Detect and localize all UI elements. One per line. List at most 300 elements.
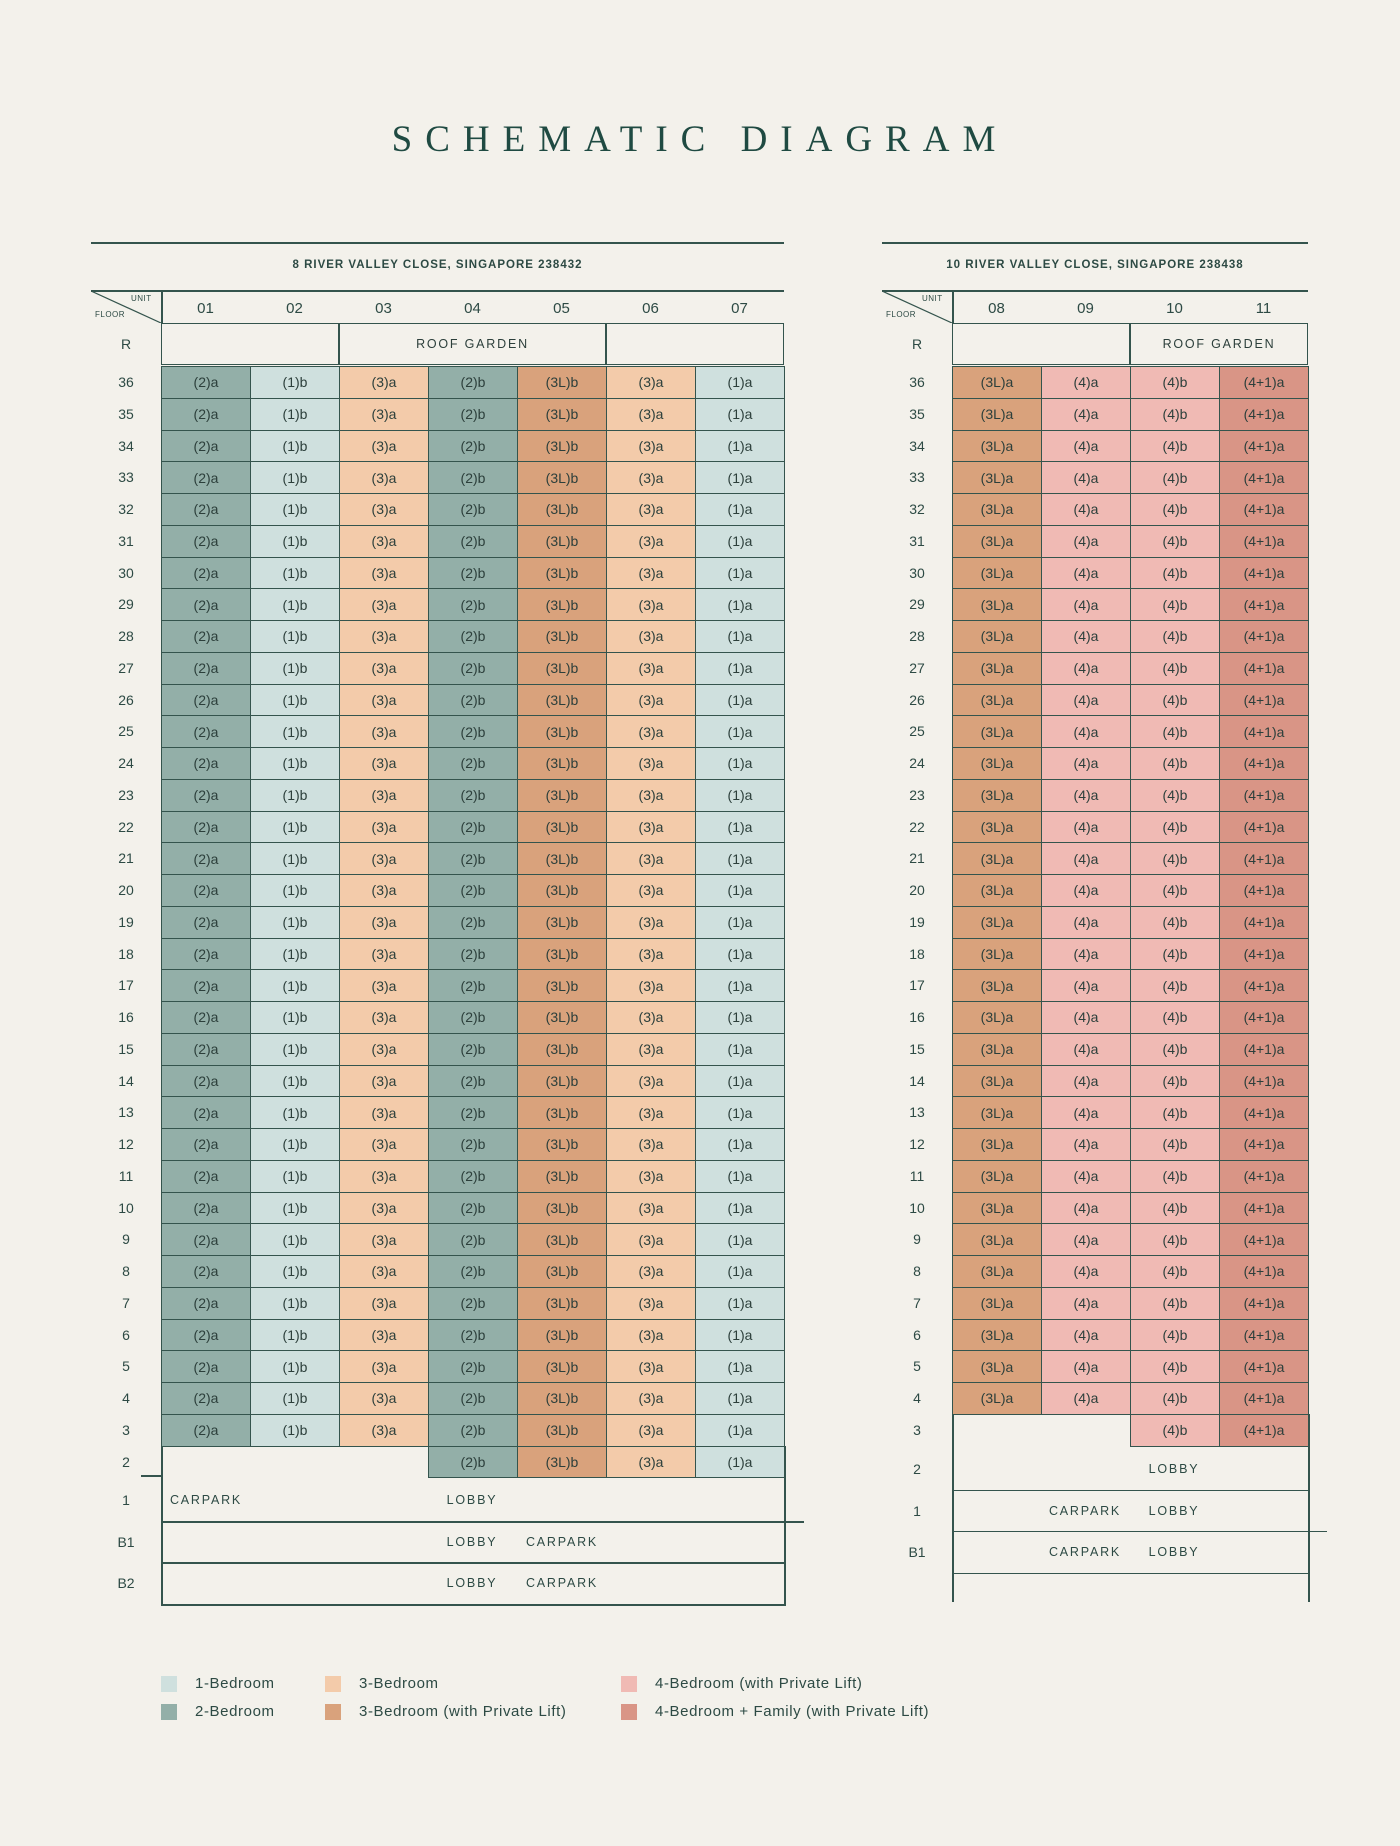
floor-label-33: 33 — [909, 469, 925, 486]
unit-cell: (4)b — [1130, 1414, 1220, 1447]
unit-cell: (3L)b — [517, 906, 607, 939]
floor-label-15: 15 — [909, 1040, 925, 1057]
unit-cell: (2)b — [428, 588, 518, 621]
unit-header-10: 10 — [1166, 300, 1183, 317]
unit-cell: (4)a — [1041, 588, 1131, 621]
unit-cell: (2)b — [428, 398, 518, 431]
block_b-roof-left — [952, 323, 1130, 365]
unit-cell: (2)a — [161, 1128, 251, 1161]
unit-cell: (2)b — [428, 1255, 518, 1288]
unit-cell: (1)a — [695, 525, 785, 558]
unit-cell: (4)b — [1130, 1350, 1220, 1383]
unit-cell: (3)a — [606, 652, 696, 685]
floor-label-23: 23 — [118, 786, 134, 803]
unit-cell: (4)a — [1041, 1287, 1131, 1320]
floor-label-6: 6 — [122, 1326, 130, 1343]
unit-cell: (2)a — [161, 715, 251, 748]
unit-cell: (4+1)a — [1219, 398, 1309, 431]
unit-cell: (3)a — [339, 620, 429, 653]
unit-cell: (2)b — [428, 779, 518, 812]
unit-cell: (3L)b — [517, 779, 607, 812]
floor-label-1: 1 — [122, 1492, 130, 1509]
legend-label: 4-Bedroom + Family (with Private Lift) — [655, 1703, 930, 1720]
unit-cell: (4)b — [1130, 652, 1220, 685]
unit-cell: (4+1)a — [1219, 493, 1309, 526]
legend-item — [161, 1703, 275, 1720]
unit-cell: (4)b — [1130, 588, 1220, 621]
unit-cell: (3)a — [606, 1001, 696, 1034]
unit-cell: (2)b — [428, 1223, 518, 1256]
unit-cell: (2)b — [428, 1192, 518, 1225]
block_a-top-rule — [91, 242, 784, 244]
unit-cell: (3)a — [339, 1033, 429, 1066]
unit-cell: (4)a — [1041, 842, 1131, 875]
unit-cell: (3)a — [339, 398, 429, 431]
unit-cell: (4)b — [1130, 842, 1220, 875]
unit-cell: (3L)b — [517, 493, 607, 526]
unit-cell: (3L)a — [952, 1223, 1042, 1256]
unit-cell: (2)b — [428, 1382, 518, 1415]
floor-label-14: 14 — [118, 1072, 134, 1089]
unit-cell: (4)a — [1041, 620, 1131, 653]
unit-cell: (3L)b — [517, 366, 607, 399]
legend-item — [325, 1703, 566, 1720]
block_a-roof-garden — [339, 323, 606, 365]
unit-header-09: 09 — [1077, 300, 1094, 317]
unit-cell: (4)a — [1041, 1255, 1131, 1288]
unit-cell: (3)a — [606, 1065, 696, 1098]
unit-cell: (1)b — [250, 398, 340, 431]
floor-label-10: 10 — [909, 1199, 925, 1216]
unit-cell: (4+1)a — [1219, 938, 1309, 971]
unit-cell: (2)a — [161, 620, 251, 653]
unit-cell: (1)a — [695, 715, 785, 748]
floor-label-19: 19 — [118, 913, 134, 930]
floor-label-10: 10 — [118, 1199, 134, 1216]
unit-cell: (4)a — [1041, 779, 1131, 812]
unit-cell: (3L)a — [952, 1319, 1042, 1352]
unit-cell: (2)b — [428, 874, 518, 907]
unit-cell: (1)a — [695, 1001, 785, 1034]
floor-label-B2: B2 — [117, 1575, 135, 1592]
unit-cell: (4)b — [1130, 874, 1220, 907]
unit-cell: (3)a — [606, 557, 696, 590]
unit-cell: (3)a — [606, 366, 696, 399]
unit-cell: (3)a — [339, 652, 429, 685]
block_a-lobby-b1: LOBBY — [446, 1535, 498, 1550]
unit-cell: (4)b — [1130, 715, 1220, 748]
unit-header-01: 01 — [197, 300, 214, 317]
unit-cell: (1)a — [695, 557, 785, 590]
unit-cell: (1)b — [250, 1223, 340, 1256]
unit-cell: (2)b — [428, 811, 518, 844]
unit-cell: (3L)b — [517, 1446, 607, 1479]
unit-cell: (1)a — [695, 461, 785, 494]
unit-cell: (3)a — [339, 811, 429, 844]
block_b-carpark-b1: CARPARK — [1048, 1544, 1122, 1559]
unit-cell: (1)a — [695, 969, 785, 1002]
unit-cell: (2)b — [428, 1065, 518, 1098]
unit-cell: (3L)b — [517, 430, 607, 463]
legend-swatch — [621, 1676, 637, 1692]
floor-label-35: 35 — [909, 405, 925, 422]
unit-cell: (3L)b — [517, 811, 607, 844]
unit-cell: (2)a — [161, 430, 251, 463]
unit-cell: (3L)a — [952, 842, 1042, 875]
unit-cell: (1)a — [695, 366, 785, 399]
unit-cell: (4+1)a — [1219, 557, 1309, 590]
unit-cell: (2)a — [161, 747, 251, 780]
unit-cell: (4+1)a — [1219, 874, 1309, 907]
unit-cell: (3L)a — [952, 906, 1042, 939]
unit-cell: (2)a — [161, 684, 251, 717]
unit-cell: (1)b — [250, 1160, 340, 1193]
unit-cell: (2)b — [428, 938, 518, 971]
unit-cell: (3)a — [339, 525, 429, 558]
unit-cell: (1)a — [695, 430, 785, 463]
unit-cell: (3)a — [339, 557, 429, 590]
floor-label-30: 30 — [909, 564, 925, 581]
unit-cell: (1)b — [250, 1001, 340, 1034]
unit-cell: (3)a — [606, 1192, 696, 1225]
unit-cell: (4)b — [1130, 430, 1220, 463]
unit-cell: (4)b — [1130, 1160, 1220, 1193]
unit-cell: (3L)b — [517, 747, 607, 780]
unit-cell: (3L)a — [952, 1096, 1042, 1129]
unit-cell: (3L)b — [517, 1350, 607, 1383]
unit-cell: (3L)b — [517, 1160, 607, 1193]
floor-label-22: 22 — [118, 818, 134, 835]
unit-cell: (4+1)a — [1219, 1001, 1309, 1034]
unit-cell: (2)a — [161, 1414, 251, 1447]
unit-cell: (4)b — [1130, 620, 1220, 653]
block_a-floor1-right-upper — [784, 1446, 786, 1479]
block_b-floor2-bottom — [952, 1490, 1310, 1492]
unit-cell: (4+1)a — [1219, 1223, 1309, 1256]
unit-cell: (1)a — [695, 906, 785, 939]
floor-label-35: 35 — [118, 405, 134, 422]
block_a-b1-right — [784, 1521, 786, 1562]
unit-cell: (3L)a — [952, 1382, 1042, 1415]
unit-cell: (3L)a — [952, 779, 1042, 812]
unit-cell: (2)b — [428, 430, 518, 463]
unit-cell: (3L)a — [952, 398, 1042, 431]
unit-cell: (1)b — [250, 1414, 340, 1447]
unit-cell: (2)a — [161, 969, 251, 1002]
unit-cell: (4)a — [1041, 430, 1131, 463]
unit-cell: (3L)b — [517, 1001, 607, 1034]
unit-cell: (3)a — [339, 684, 429, 717]
unit-cell: (4)b — [1130, 1255, 1220, 1288]
unit-cell: (4)b — [1130, 398, 1220, 431]
unit-cell: (4)b — [1130, 1001, 1220, 1034]
unit-cell: (1)b — [250, 1350, 340, 1383]
unit-cell: (2)a — [161, 588, 251, 621]
block_b-carpark-1: CARPARK — [1048, 1503, 1122, 1518]
unit-cell: (4+1)a — [1219, 1065, 1309, 1098]
legend-swatch — [161, 1676, 177, 1692]
floor-label-25: 25 — [909, 723, 925, 740]
unit-cell: (3)a — [606, 1350, 696, 1383]
unit-cell: (1)a — [695, 398, 785, 431]
unit-cell: (1)a — [695, 1096, 785, 1129]
unit-cell: (2)a — [161, 557, 251, 590]
unit-cell: (3)a — [339, 430, 429, 463]
unit-cell: (4+1)a — [1219, 461, 1309, 494]
unit-cell: (3)a — [339, 1382, 429, 1415]
unit-cell: (3)a — [339, 747, 429, 780]
unit-cell: (1)a — [695, 1160, 785, 1193]
unit-cell: (3L)a — [952, 1287, 1042, 1320]
unit-cell: (4)b — [1130, 1128, 1220, 1161]
unit-cell: (3)a — [339, 1287, 429, 1320]
legend-item — [621, 1675, 862, 1692]
unit-cell: (4)a — [1041, 1033, 1131, 1066]
unit-cell: (3L)a — [952, 1160, 1042, 1193]
unit-cell: (3L)a — [952, 1255, 1042, 1288]
unit-cell: (4+1)a — [1219, 1160, 1309, 1193]
unit-cell: (4)a — [1041, 366, 1131, 399]
unit-cell: (4)b — [1130, 1223, 1220, 1256]
block_b-lobby-2: LOBBY — [1148, 1461, 1200, 1476]
unit-cell: (2)b — [428, 1287, 518, 1320]
unit-cell: (4)a — [1041, 1319, 1131, 1352]
legend-label: 4-Bedroom (with Private Lift) — [655, 1675, 863, 1692]
unit-cell: (3L)a — [952, 1350, 1042, 1383]
unit-cell: (4)a — [1041, 1065, 1131, 1098]
unit-cell: (1)b — [250, 1382, 340, 1415]
floor-label-36: 36 — [118, 374, 134, 390]
floor-label-33: 33 — [118, 469, 134, 486]
unit-cell: (3L)a — [952, 684, 1042, 717]
unit-cell: (2)a — [161, 1160, 251, 1193]
unit-cell: (3L)a — [952, 652, 1042, 685]
unit-cell: (1)b — [250, 1096, 340, 1129]
unit-cell: (4)b — [1130, 779, 1220, 812]
unit-cell: (3L)b — [517, 620, 607, 653]
unit-header-06: 06 — [642, 300, 659, 317]
unit-cell: (4)a — [1041, 1382, 1131, 1415]
floor-label-34: 34 — [909, 437, 925, 454]
unit-cell: (2)b — [428, 557, 518, 590]
unit-cell: (1)a — [695, 1223, 785, 1256]
unit-cell: (3L)b — [517, 969, 607, 1002]
unit-cell: (1)a — [695, 1033, 785, 1066]
block_a-carpark-1: CARPARK — [169, 1493, 243, 1508]
unit-cell: (2)b — [428, 906, 518, 939]
block_a-left-edge-b — [161, 1521, 163, 1605]
unit-cell: (2)a — [161, 842, 251, 875]
unit-cell: (4)a — [1041, 1160, 1131, 1193]
unit-cell: (2)b — [428, 1001, 518, 1034]
unit-cell: (3L)a — [952, 1192, 1042, 1225]
page-title: SCHEMATIC DIAGRAM — [391, 119, 1009, 160]
unit-cell: (4)b — [1130, 938, 1220, 971]
unit-cell: (2)a — [161, 779, 251, 812]
unit-cell: (4)b — [1130, 1192, 1220, 1225]
unit-cell: (3)a — [606, 1160, 696, 1193]
unit-cell: (3)a — [606, 842, 696, 875]
unit-cell: (3)a — [339, 938, 429, 971]
unit-cell: (2)a — [161, 652, 251, 685]
unit-cell: (4)a — [1041, 874, 1131, 907]
unit-header-11: 11 — [1255, 300, 1272, 317]
unit-cell: (4+1)a — [1219, 1033, 1309, 1066]
unit-cell: (3)a — [606, 1096, 696, 1129]
floor-label-20: 20 — [909, 882, 925, 898]
unit-cell: (4+1)a — [1219, 779, 1309, 812]
unit-cell: (3L)a — [952, 1001, 1042, 1034]
unit-cell: (1)b — [250, 652, 340, 685]
floor-label-3: 3 — [913, 1421, 921, 1438]
unit-cell: (3L)b — [517, 525, 607, 558]
unit-cell: (2)a — [161, 525, 251, 558]
unit-cell: (4+1)a — [1219, 1382, 1309, 1415]
unit-cell: (3L)a — [952, 747, 1042, 780]
unit-cell: (2)b — [428, 620, 518, 653]
unit-cell: (4+1)a — [1219, 588, 1309, 621]
unit-cell: (1)a — [695, 747, 785, 780]
unit-cell: (4+1)a — [1219, 525, 1309, 558]
unit-cell: (1)b — [250, 1192, 340, 1225]
unit-cell: (3L)b — [517, 1255, 607, 1288]
unit-cell: (1)b — [250, 1319, 340, 1352]
unit-cell: (1)a — [695, 493, 785, 526]
floor-label-3: 3 — [122, 1421, 130, 1438]
unit-cell: (3L)a — [952, 461, 1042, 494]
block_a-roof-label: R — [120, 336, 132, 352]
unit-cell: (2)a — [161, 1001, 251, 1034]
unit-cell: (4+1)a — [1219, 1350, 1309, 1383]
unit-cell: (3)a — [606, 906, 696, 939]
unit-cell: (4)b — [1130, 1033, 1220, 1066]
unit-cell: (1)b — [250, 747, 340, 780]
unit-cell: (4)b — [1130, 1096, 1220, 1129]
unit-cell: (3L)b — [517, 588, 607, 621]
floor-label-7: 7 — [122, 1294, 130, 1311]
unit-header-03: 03 — [375, 300, 392, 317]
unit-cell: (3)a — [606, 1414, 696, 1447]
floor-label-29: 29 — [909, 596, 925, 613]
unit-cell: (2)b — [428, 1414, 518, 1447]
unit-cell: (1)b — [250, 557, 340, 590]
unit-cell: (3)a — [339, 874, 429, 907]
unit-cell: (1)a — [695, 1446, 785, 1479]
unit-cell: (3L)b — [517, 842, 607, 875]
unit-cell: (3L)b — [517, 1382, 607, 1415]
unit-cell: (1)b — [250, 811, 340, 844]
unit-cell: (2)b — [428, 461, 518, 494]
unit-cell: (3L)b — [517, 1287, 607, 1320]
unit-cell: (3L)b — [517, 652, 607, 685]
floor-label-2: 2 — [122, 1453, 130, 1470]
floor-label-6: 6 — [913, 1326, 921, 1343]
unit-cell: (1)b — [250, 969, 340, 1002]
unit-cell: (1)a — [695, 842, 785, 875]
unit-cell: (2)a — [161, 1255, 251, 1288]
unit-cell: (2)a — [161, 811, 251, 844]
unit-cell: (3)a — [606, 1446, 696, 1479]
floor-label-B1: B1 — [117, 1534, 135, 1551]
unit-cell: (3)a — [339, 1065, 429, 1098]
legend-label: 1-Bedroom — [195, 1675, 275, 1692]
unit-cell: (3L)b — [517, 1319, 607, 1352]
unit-cell: (1)a — [695, 1350, 785, 1383]
unit-cell: (3)a — [339, 461, 429, 494]
block_b-corner-diagonal — [882, 291, 952, 323]
unit-cell: (1)a — [695, 938, 785, 971]
unit-cell: (4+1)a — [1219, 842, 1309, 875]
unit-cell: (3L)a — [952, 874, 1042, 907]
unit-cell: (4)b — [1130, 366, 1220, 399]
block_b-corner-unit: UNIT — [922, 294, 943, 303]
unit-cell: (3)a — [339, 715, 429, 748]
unit-cell: (3L)a — [952, 1065, 1042, 1098]
legend-item — [161, 1675, 275, 1692]
unit-cell: (3L)b — [517, 715, 607, 748]
block_a-carpark-b2: CARPARK — [525, 1576, 599, 1591]
unit-cell: (4)a — [1041, 525, 1131, 558]
unit-cell: (3)a — [606, 1287, 696, 1320]
floor-label-13: 13 — [909, 1104, 925, 1121]
unit-cell: (1)b — [250, 684, 340, 717]
unit-cell: (3)a — [606, 430, 696, 463]
floor-label-5: 5 — [913, 1358, 921, 1375]
floor-label-31: 31 — [118, 532, 134, 549]
unit-cell: (2)b — [428, 366, 518, 399]
block_a-header-rule — [91, 290, 784, 292]
unit-cell: (3L)b — [517, 1128, 607, 1161]
unit-header-08: 08 — [988, 300, 1005, 317]
unit-cell: (4)a — [1041, 493, 1131, 526]
unit-cell: (3)a — [339, 1350, 429, 1383]
unit-cell: (4)a — [1041, 1001, 1131, 1034]
unit-cell: (3)a — [339, 493, 429, 526]
unit-cell: (1)b — [250, 493, 340, 526]
floor-label-26: 26 — [909, 691, 925, 708]
floor-label-16: 16 — [118, 1009, 134, 1025]
floor-label-11: 11 — [118, 1167, 134, 1184]
floor-label-30: 30 — [118, 564, 134, 581]
unit-cell: (3)a — [339, 1192, 429, 1225]
legend-item — [325, 1675, 439, 1692]
unit-cell: (2)a — [161, 906, 251, 939]
unit-cell: (4+1)a — [1219, 747, 1309, 780]
unit-cell: (3)a — [606, 493, 696, 526]
block_a-roof-garden-label: ROOF GARDEN — [416, 337, 529, 351]
unit-cell: (3L)b — [517, 1192, 607, 1225]
unit-cell: (3)a — [339, 1414, 429, 1447]
unit-cell: (4+1)a — [1219, 366, 1309, 399]
block_b-lobby-1: LOBBY — [1148, 1503, 1200, 1518]
unit-cell: (2)a — [161, 1096, 251, 1129]
unit-cell: (2)b — [428, 684, 518, 717]
block_a-b1-bottom — [161, 1562, 786, 1564]
unit-cell: (1)a — [695, 620, 785, 653]
unit-cell: (2)a — [161, 1350, 251, 1383]
unit-cell: (3L)a — [952, 588, 1042, 621]
floor-label-13: 13 — [118, 1104, 134, 1121]
unit-cell: (2)a — [161, 1065, 251, 1098]
floor-label-b-B1: B1 — [908, 1543, 926, 1560]
block_b-lobby-b1: LOBBY — [1148, 1544, 1200, 1559]
unit-cell: (1)a — [695, 1414, 785, 1447]
block_a-b2-right — [784, 1562, 786, 1604]
unit-cell: (3)a — [339, 1160, 429, 1193]
unit-header-07: 07 — [731, 300, 748, 317]
unit-header-02: 02 — [286, 300, 303, 317]
unit-cell: (3L)b — [517, 398, 607, 431]
